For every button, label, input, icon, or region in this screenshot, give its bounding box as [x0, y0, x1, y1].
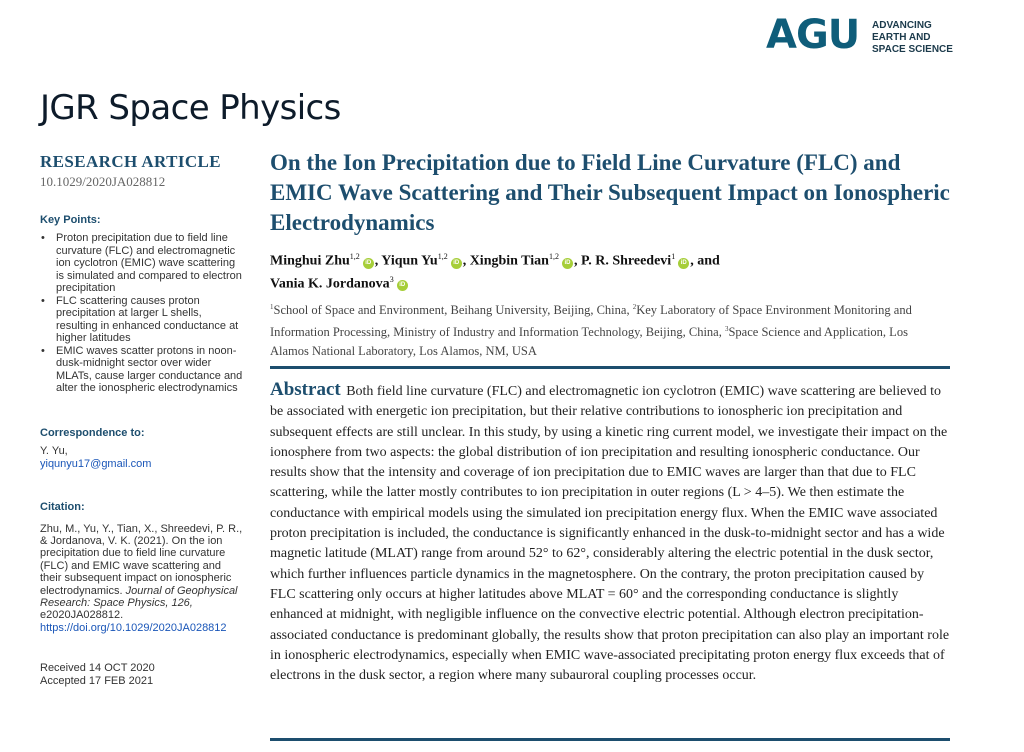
- agu-tagline-line: EARTH AND: [872, 32, 931, 43]
- author-separator: , and: [690, 253, 720, 269]
- author-affiliation-mark: 3: [389, 274, 394, 284]
- citation-heading: Citation:: [40, 500, 85, 513]
- author-name: Yiqun Yu: [381, 253, 438, 269]
- author-affiliation-mark: 1,2: [548, 252, 559, 261]
- citation-text: [40, 523, 245, 635]
- sidebar: [40, 152, 245, 688]
- agu-tagline-line: ADVANCING: [872, 20, 932, 31]
- section-divider: [270, 738, 950, 741]
- orcid-icon[interactable]: iD: [363, 258, 374, 269]
- journal-title: JGR Space Physics: [40, 88, 341, 128]
- author-separator: ,: [462, 253, 470, 269]
- affiliation-text: School of Space and Environment, Beihang University, Beijing, China,: [273, 303, 633, 318]
- affiliation-mark: 2: [632, 303, 637, 311]
- doi: 10.1029/2020JA028812: [40, 174, 166, 189]
- orcid-icon[interactable]: iD: [562, 258, 573, 269]
- article-title: On the Ion Precipitation due to Field Line Curvature (FLC) and EMIC Wave Scattering and Their Subsequent Impact on Ionospheric Electrodynamics: [270, 150, 950, 235]
- affiliation-text: Key Laboratory of Space Environment Monitoring and Information Processing, Ministry of Industry and Information Technology, Beijing, China,: [270, 303, 912, 340]
- key-points-heading: Key Points:: [40, 214, 101, 226]
- accepted-date: Accepted 17 FEB 2021: [40, 675, 154, 688]
- key-point: • EMIC waves scatter protons in noon-dusk-midnight sector over wider MLATs, cause larger conductance and alter the ionospheric electrodynamics: [40, 345, 245, 395]
- author-separator: ,: [573, 253, 581, 269]
- orcid-icon[interactable]: iD: [397, 280, 408, 291]
- agu-logo-letters: AGU: [766, 12, 860, 58]
- section-divider: [270, 366, 950, 369]
- affiliations: [270, 298, 930, 361]
- agu-tagline-line: SPACE SCIENCE: [872, 44, 953, 55]
- author-separator: ,: [374, 253, 382, 269]
- author-affiliation-mark: 1: [671, 252, 676, 261]
- author-affiliation-mark: 1,2: [437, 252, 448, 261]
- correspondence-heading: Correspondence to:: [40, 426, 145, 439]
- abstract: [270, 380, 950, 686]
- key-point: • Proton precipitation due to field line curvature (FLC) and electromagnetic ion cyclotron (EMIC) wave scattering is simulated and compared to electron precipitation: [40, 232, 245, 295]
- key-points-list: [40, 232, 245, 395]
- author-affiliation-mark: 1,2: [349, 252, 360, 261]
- agu-logo: [766, 12, 956, 60]
- affiliation-mark: 3: [724, 325, 729, 334]
- abstract-heading: Abstract: [270, 379, 341, 400]
- abstract-text: Both field line curvature (FLC) and electromagnetic ion cyclotron (EMIC) wave scattering are believed to be associated with energetic ion precipitation, but their relative contributions to ionospheric ion precipitation and subsequent effects are still unclear. In this study, by using a kinetic ring current model, we investigate their impact on the ionosphere from two aspects: the global distribution of ion precipitation and resulting ionospheric conductance. Our results show that the intensity and coverage of ion precipitation due to EMIC waves are larger than that due to FLC scattering, while the latter mostly contributes to ion precipitation in outer regions (L > 4–5). We then estimate the conductance with empirical models using the simulated ion precipitation energy flux. When the EMIC wave associated proton precipitation is included, the conductance is significantly enhanced in the dusk-to-midnight sector and has a wide magnetic latitude (MLAT) range from around 52° to 62°, considerably altering the electric potential in the dusk sector, which further influences particle dynamics in the magnetosphere. On the contrary, the proton precipitation caused by FLC scattering only occurs at higher latitudes above MLAT = 60° and the corresponding conductance is slightly enhanced at midnight, with negligible influence on the convective electric potential. Although electron precipitation-associated conductance is predominant globally, the results show that proton precipitation can also play an important role in ionospheric electrodynamics, especially when EMIC wave-associated precipitating proton energy flux exceeds that of electrons in the dusk sector, a region where many subauroral coupling processes occur.: [270, 384, 950, 684]
- correspondence-email-link[interactable]: yiqunyu17@gmail.com: [40, 457, 152, 470]
- affiliation-mark: 1: [270, 303, 274, 311]
- received-date: Received 14 OCT 2020: [40, 662, 155, 675]
- author-name: Minghui Zhu: [270, 253, 350, 269]
- author-name: Vania K. Jordanova: [270, 276, 390, 292]
- key-point: • FLC scattering causes proton precipitation at larger L shells, resulting in enhanced conductance at higher latitudes: [40, 295, 245, 345]
- article-dates: [40, 662, 245, 688]
- citation-id: e2020JA028812.: [40, 609, 124, 622]
- author-name: Xingbin Tian: [469, 253, 549, 269]
- affiliation-text: Space Science and Application, Los Alamos National Laboratory, Los Alamos, NM, USA: [270, 325, 908, 359]
- citation-main: Zhu, M., Yu, Y., Tian, X., Shreedevi, P. R., & Jordanova, V. K. (2021). On the ion precipitation due to field line curvature (FLC) and EMIC wave scattering and their subsequent impact on ionospheric electrodynamics.: [40, 522, 243, 597]
- citation-journal: Journal of Geophysical Research: Space Physics, 126,: [40, 584, 238, 609]
- article-type: RESEARCH ARTICLE: [40, 152, 222, 171]
- author-list: [270, 248, 910, 293]
- orcid-icon[interactable]: iD: [678, 258, 689, 269]
- author-name: P. R. Shreedevi: [580, 253, 672, 269]
- correspondence-name: Y. Yu,: [40, 444, 68, 457]
- citation-doi-link[interactable]: https://doi.org/10.1029/2020JA028812: [40, 621, 227, 634]
- orcid-icon[interactable]: iD: [451, 258, 462, 269]
- agu-tagline: [872, 20, 962, 56]
